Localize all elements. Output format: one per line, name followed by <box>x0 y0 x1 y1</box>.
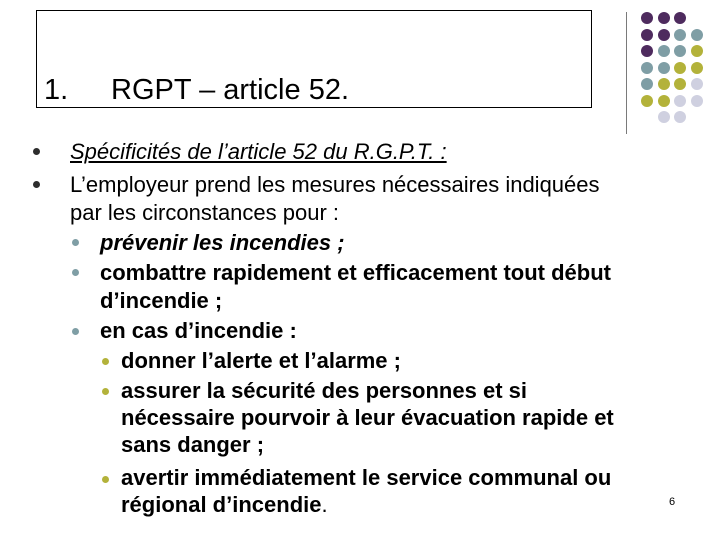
decorative-dot <box>658 29 670 41</box>
bullet-heading: Spécificités de l’article 52 du R.G.P.T. : <box>70 139 447 164</box>
bullet-icon <box>33 148 40 155</box>
decorative-dot <box>674 78 686 90</box>
sub-bullet-text: en cas d’incendie : <box>100 318 297 343</box>
decorative-dot <box>691 78 703 90</box>
bullet-icon <box>72 269 79 276</box>
bullet-text: L’employeur prend les mesures nécessaires indiquées <box>70 172 600 197</box>
bullet-icon <box>102 388 109 395</box>
decorative-dot <box>641 45 653 57</box>
decorative-dot <box>674 12 686 24</box>
decorative-dot <box>674 62 686 74</box>
decorative-dot <box>674 45 686 57</box>
decorative-dot <box>641 62 653 74</box>
page-number: 6 <box>669 496 676 508</box>
decorative-dot <box>658 111 670 123</box>
subsub-bullet-text-end: . <box>321 492 328 517</box>
subsub-bullet-text <box>121 492 328 518</box>
decorative-dot <box>691 45 703 57</box>
subsub-bullet-text: sans danger ; <box>121 432 265 457</box>
bullet-icon <box>33 181 40 188</box>
decorative-dot <box>641 95 653 107</box>
bullet-icon <box>72 239 79 246</box>
decorative-dot <box>674 111 686 123</box>
decorative-dot <box>691 95 703 107</box>
bullet-icon <box>72 328 79 335</box>
decorative-dot <box>658 12 670 24</box>
slide-title: RGPT – article 52. <box>111 74 350 106</box>
decorative-dot <box>674 95 686 107</box>
subsub-bullet-text: nécessaire pourvoir à leur évacuation rapide et <box>121 405 614 430</box>
decorative-dot <box>641 78 653 90</box>
decorative-dot <box>658 62 670 74</box>
bullet-icon <box>102 358 109 365</box>
subsub-bullet-text: assurer la sécurité des personnes et si <box>121 378 527 403</box>
subsub-bullet-text: avertir immédiatement le service communal ou <box>121 465 612 490</box>
decorative-dot <box>641 12 653 24</box>
decorative-divider <box>626 12 627 134</box>
subsub-bullet-text: donner l’alerte et l’alarme ; <box>121 348 401 373</box>
decorative-dot <box>674 29 686 41</box>
decorative-dot <box>658 95 670 107</box>
sub-bullet-text: prévenir les incendies ; <box>100 230 345 255</box>
bullet-icon <box>102 476 109 483</box>
decorative-dot <box>691 29 703 41</box>
decorative-dot <box>658 45 670 57</box>
decorative-dot <box>658 78 670 90</box>
decorative-dot <box>691 62 703 74</box>
bullet-text: par les circonstances pour : <box>70 200 340 225</box>
sub-bullet-text: d’incendie ; <box>100 288 223 313</box>
title-number: 1. <box>44 74 69 106</box>
decorative-dot <box>641 29 653 41</box>
subsub-bullet-text-part: régional d’incendie <box>121 492 322 517</box>
sub-bullet-text: combattre rapidement et efficacement tout début <box>100 260 611 285</box>
